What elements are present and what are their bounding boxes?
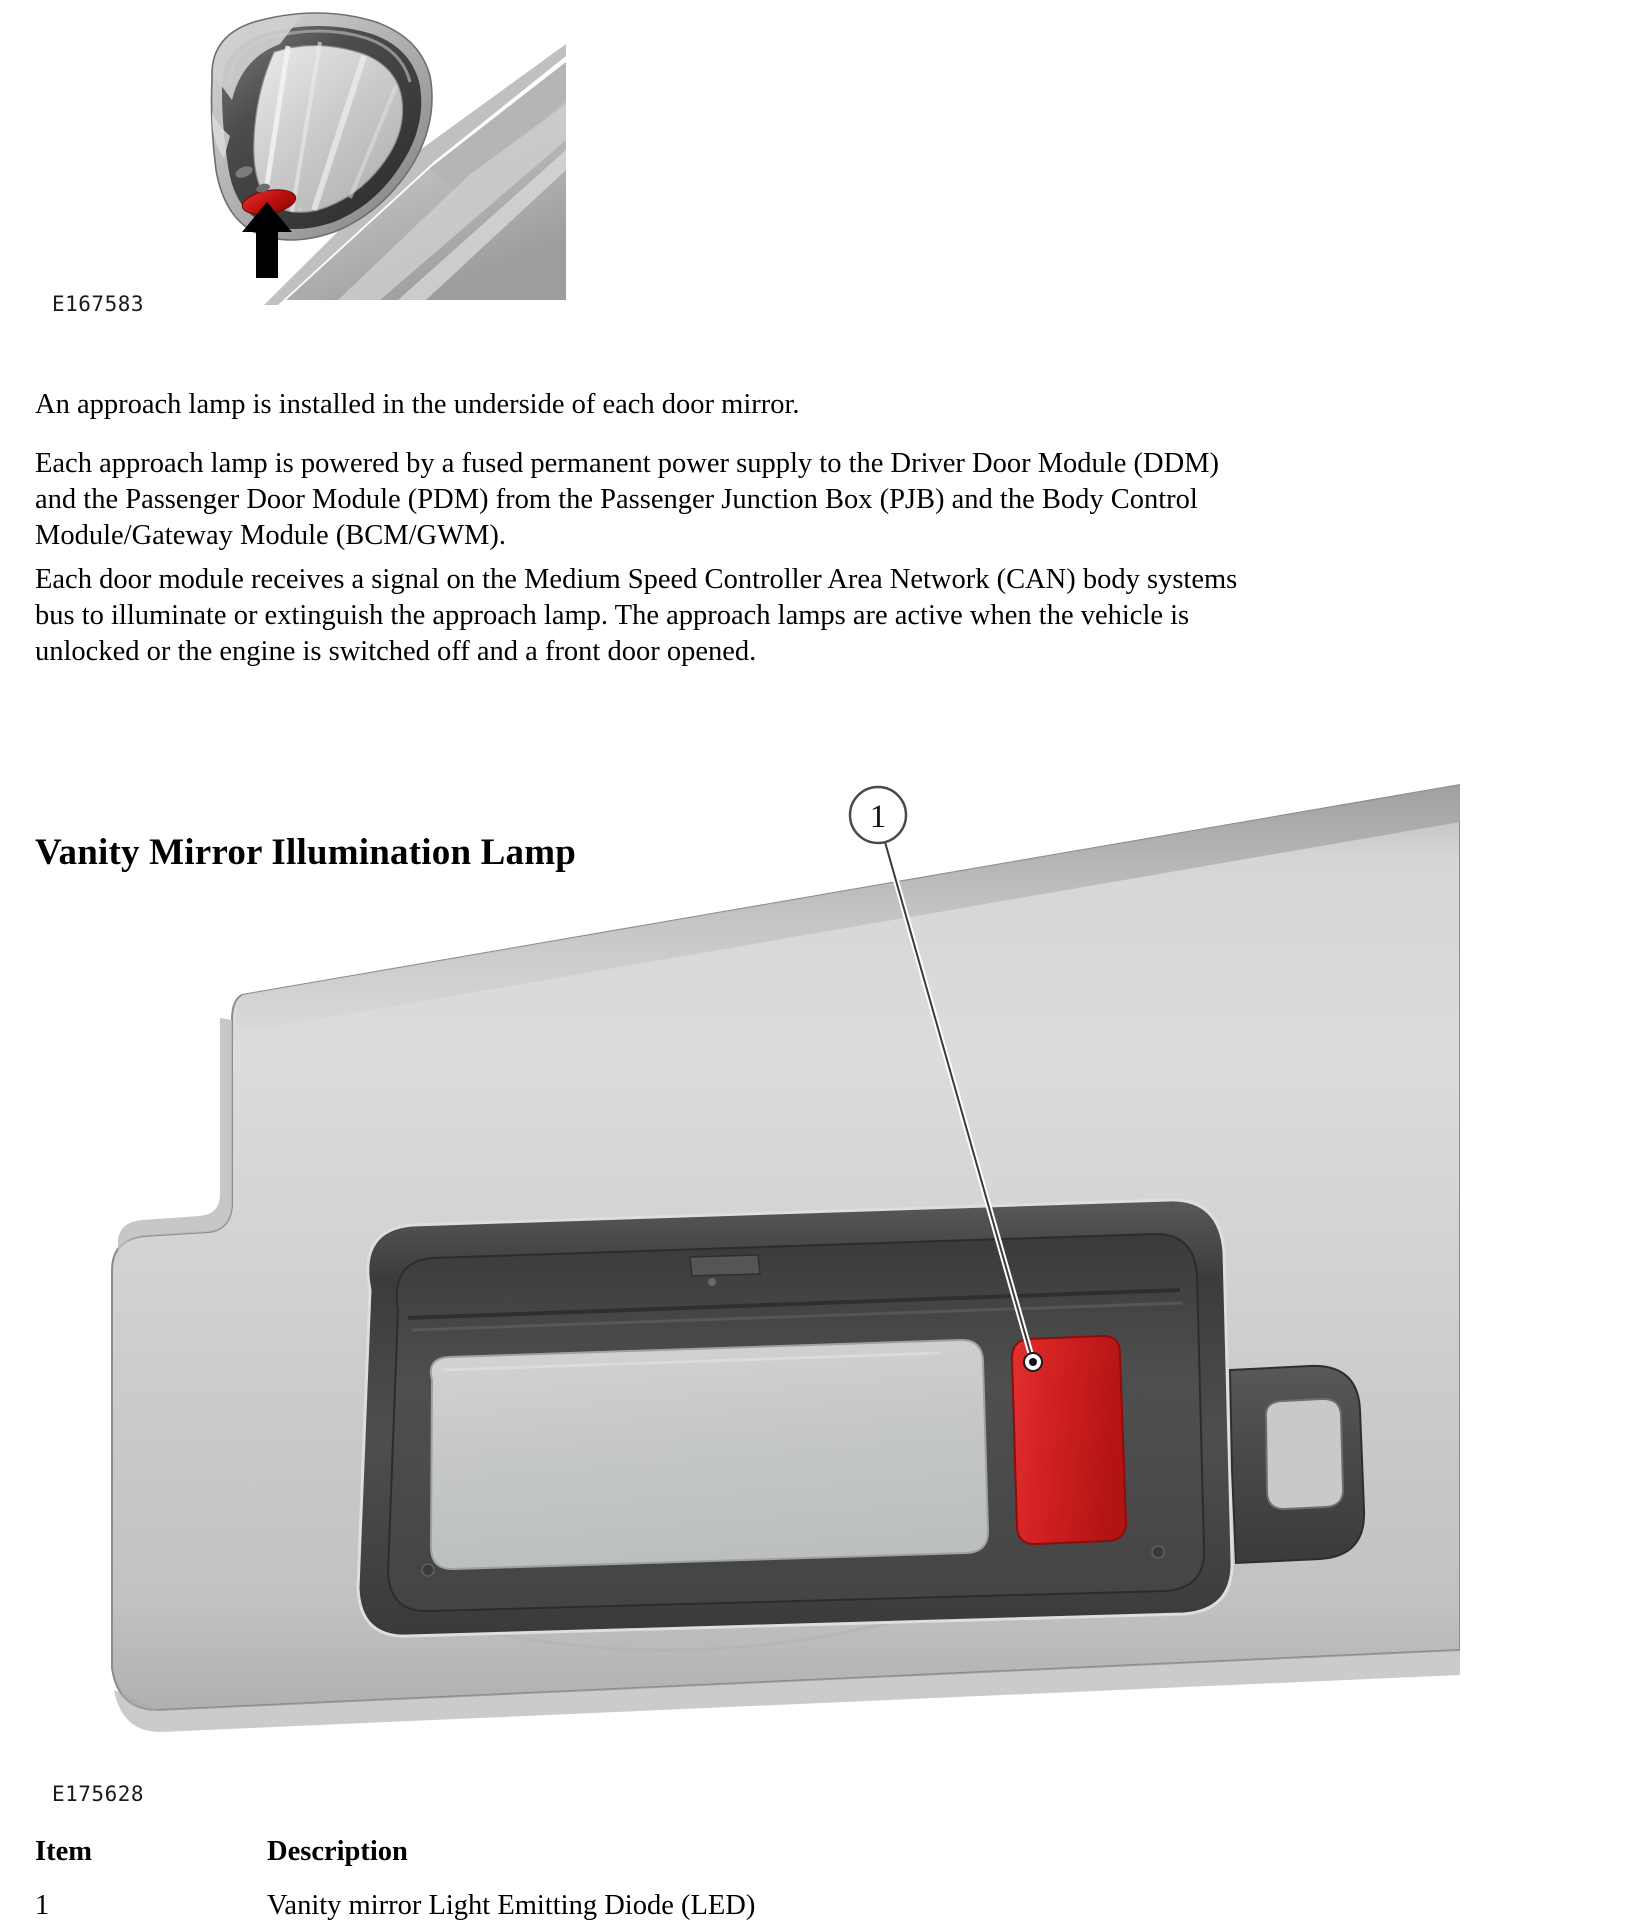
figure-caption-door-mirror: E167583 — [52, 292, 145, 316]
door-mirror-figure — [168, 0, 566, 305]
callout-1-label: 1 — [869, 799, 887, 835]
item-description-table — [35, 1836, 1265, 1922]
figure-caption-vanity-mirror: E175628 — [52, 1782, 145, 1806]
table-header-description: Description — [267, 1836, 408, 1867]
visor-retaining-tab — [1230, 1366, 1364, 1563]
vanity-mirror-figure — [40, 770, 1460, 1770]
table-header-row — [35, 1836, 1265, 1890]
table-cell-item-description: Vanity mirror Light Emitting Diode (LED) — [267, 1890, 756, 1921]
table-row — [35, 1890, 1265, 1922]
table-cell-item-number: 1 — [35, 1890, 50, 1921]
paragraph-approach-lamp-location: An approach lamp is installed in the underside of each door mirror. — [35, 388, 800, 420]
paragraph-approach-lamp-signal: Each door module receives a signal on the Medium Speed Controller Area Network (CAN) body systems bus to illuminate or extinguish the approach lamp. The approach lamps are active when the vehicle is unlocked or the engine is switched off and a front door opened. — [35, 563, 1238, 667]
vanity-mirror-glass — [431, 1340, 988, 1569]
table-header-item: Item — [35, 1836, 92, 1867]
page-heading-vanity-mirror-illumination-lamp: Vanity Mirror Illumination Lamp — [35, 831, 577, 873]
paragraph-approach-lamp-power: Each approach lamp is powered by a fused permanent power supply to the Driver Door Module (DDM) and the Passenger Door Module (PDM) from the Passenger Junction Box (PJB) and the Body Control Module/Gateway Module (BCM/GWM). — [35, 447, 1219, 551]
